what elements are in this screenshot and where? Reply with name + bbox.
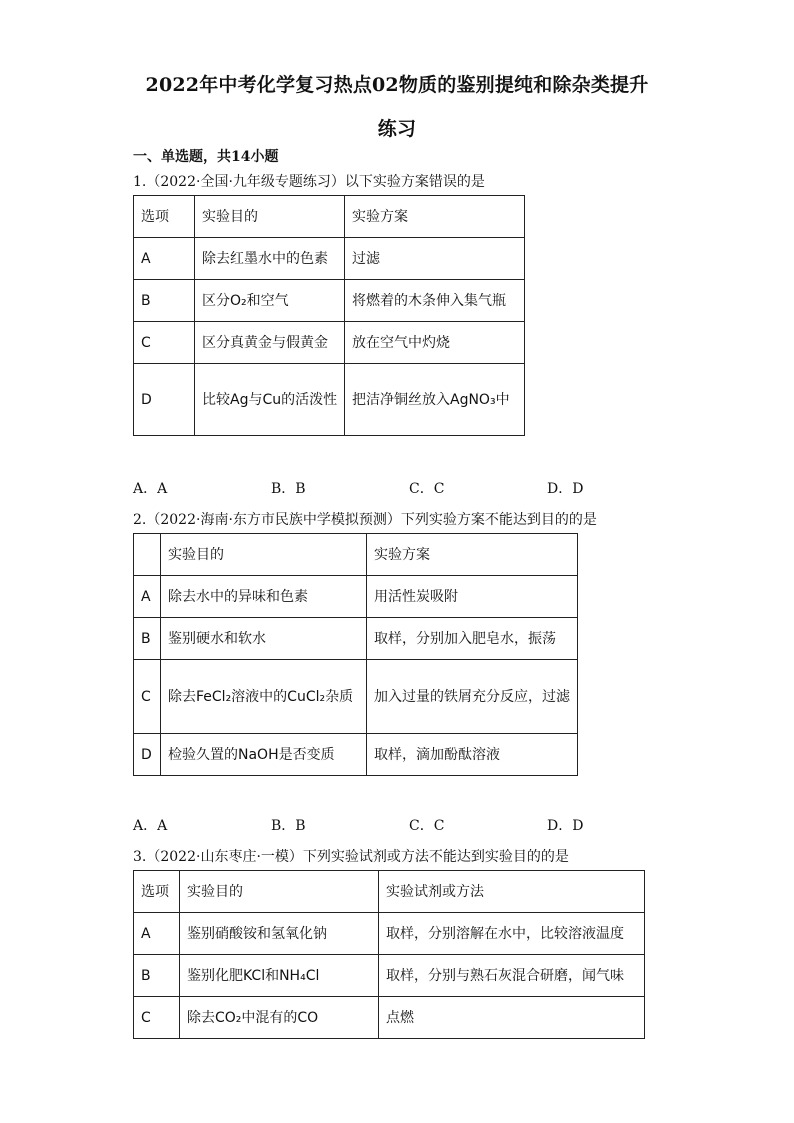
question-stem: 以下实验方案错误的是 <box>344 174 485 190</box>
table-cell: B <box>134 955 180 997</box>
table-cell: 点燃 <box>379 997 645 1039</box>
table-cell: C <box>134 660 161 734</box>
question-number: 1. <box>133 174 147 190</box>
table-cell: A <box>134 913 180 955</box>
table-cell: 取样，分别与熟石灰混合研磨，闻气味 <box>379 955 645 997</box>
table-header-cell <box>134 534 161 576</box>
table-cell: B <box>134 280 195 322</box>
option-d[interactable]: D．D <box>547 481 584 497</box>
table-cell: A <box>134 238 195 280</box>
option-b[interactable]: B．B <box>271 481 306 497</box>
table-cell: 鉴别硝酸铵和氢氧化钠 <box>180 913 379 955</box>
table-cell: 除去CO₂中混有的CO <box>180 997 379 1039</box>
table-header-cell: 实验试剂或方法 <box>379 871 645 913</box>
question-source: （2022·全国·九年级专题练习） <box>146 174 345 190</box>
table-cell: 鉴别化肥KCl和NH₄Cl <box>180 955 379 997</box>
option-c[interactable]: C．C <box>409 481 445 497</box>
table-cell: D <box>134 364 195 436</box>
table-cell: 除去水中的异味和色素 <box>161 576 367 618</box>
table-row <box>134 322 525 364</box>
table-cell: 比较Ag与Cu的活泼性 <box>195 364 345 436</box>
table-cell: A <box>134 576 161 618</box>
option-b[interactable]: B．B <box>271 818 306 834</box>
table-cell: 过滤 <box>345 238 525 280</box>
table-row <box>134 280 525 322</box>
table-cell: 检验久置的NaOH是否变质 <box>161 734 367 776</box>
question-number: 2. <box>133 512 147 528</box>
table-header-row <box>134 534 578 576</box>
table-cell: B <box>134 618 161 660</box>
table-row <box>134 238 525 280</box>
table-row <box>134 618 578 660</box>
table-cell: C <box>134 322 195 364</box>
table-row <box>134 997 645 1039</box>
table-header-cell: 实验方案 <box>367 534 578 576</box>
table-cell: 区分真黄金与假黄金 <box>195 322 345 364</box>
table-cell: 将燃着的木条伸入集气瓶 <box>345 280 525 322</box>
table-cell: 除去FeCl₂溶液中的CuCl₂杂质 <box>161 660 367 734</box>
question-1-table <box>133 195 525 436</box>
table-cell: 放在空气中灼烧 <box>345 322 525 364</box>
table-cell: 把洁净铜丝放入AgNO₃中 <box>345 364 525 436</box>
question-2-table <box>133 533 578 776</box>
document-title: 2022年中考化学复习热点02物质的鉴别提纯和除杂类提升 <box>145 74 649 96</box>
option-d[interactable]: D．D <box>547 818 584 834</box>
table-row <box>134 576 578 618</box>
table-row <box>134 364 525 436</box>
table-cell: 鉴别硬水和软水 <box>161 618 367 660</box>
question-3-text <box>133 846 569 866</box>
option-a[interactable]: A．A <box>133 818 168 834</box>
table-cell: 加入过量的铁屑充分反应，过滤 <box>367 660 578 734</box>
table-cell: 取样，分别加入肥皂水，振荡 <box>367 618 578 660</box>
question-stem: 下列实验方案不能达到目的的是 <box>400 512 597 528</box>
table-row <box>134 955 645 997</box>
table-cell: 区分O₂和空气 <box>195 280 345 322</box>
question-3-table <box>133 870 645 1039</box>
table-row <box>134 734 578 776</box>
table-cell: 取样，分别溶解在水中，比较溶液温度 <box>379 913 645 955</box>
table-header-row <box>134 196 525 238</box>
table-header-cell: 选项 <box>134 871 180 913</box>
table-cell: D <box>134 734 161 776</box>
table-cell: 取样，滴加酚酞溶液 <box>367 734 578 776</box>
option-a[interactable]: A．A <box>133 481 168 497</box>
table-row <box>134 660 578 734</box>
section-heading: 一、单选题，共14小题 <box>133 149 279 165</box>
document-title-line2: 练习 <box>377 118 417 140</box>
table-row <box>134 913 645 955</box>
table-header-cell: 选项 <box>134 196 195 238</box>
question-number: 3. <box>133 849 147 865</box>
question-source: （2022·海南·东方市民族中学模拟预测） <box>146 512 401 528</box>
table-header-cell: 实验目的 <box>180 871 379 913</box>
table-header-cell: 实验方案 <box>345 196 525 238</box>
table-cell: 除去红墨水中的色素 <box>195 238 345 280</box>
question-stem: 下列实验试剂或方法不能达到实验目的的是 <box>302 849 569 865</box>
table-cell: C <box>134 997 180 1039</box>
table-cell: 用活性炭吸附 <box>367 576 578 618</box>
table-header-row <box>134 871 645 913</box>
question-source: （2022·山东枣庄·一模） <box>146 849 303 865</box>
question-2-text <box>133 509 597 529</box>
question-1-text <box>133 171 485 191</box>
option-c[interactable]: C．C <box>409 818 445 834</box>
table-header-cell: 实验目的 <box>161 534 367 576</box>
table-header-cell: 实验目的 <box>195 196 345 238</box>
